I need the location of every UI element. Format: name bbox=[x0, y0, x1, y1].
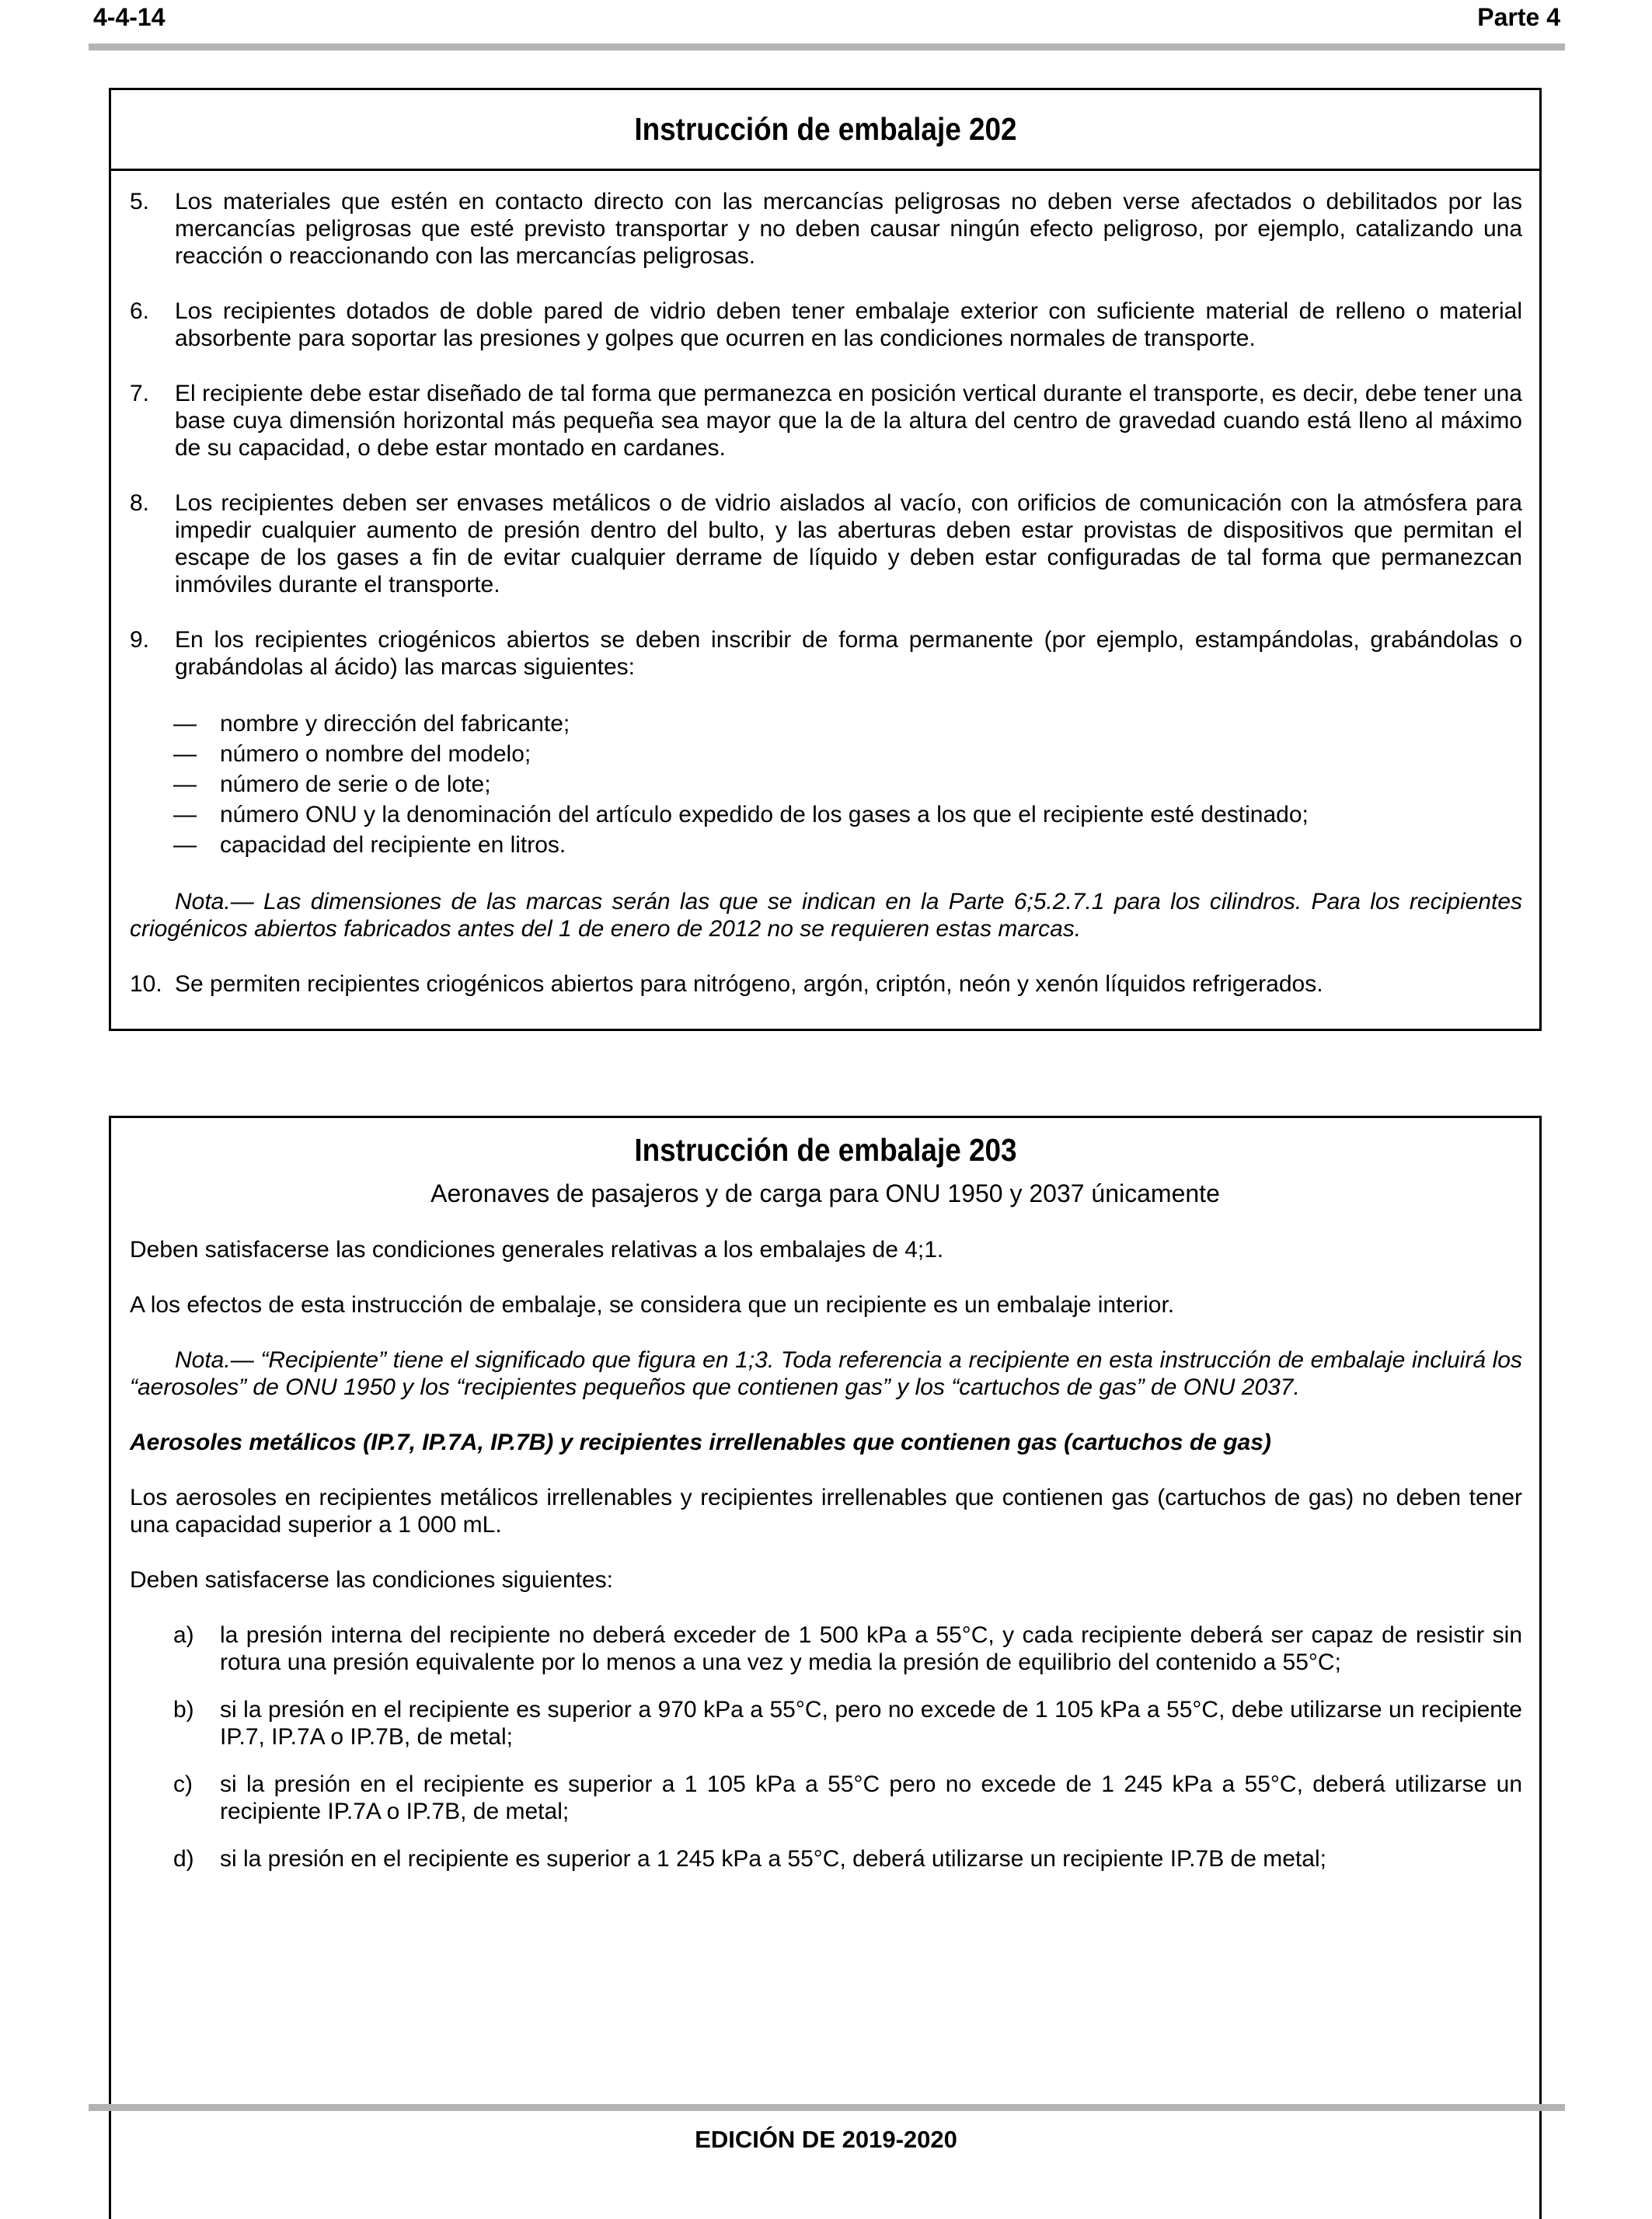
list-item-text: número de serie o de lote; bbox=[220, 772, 491, 797]
packing-instruction-202-box bbox=[109, 88, 1542, 1031]
list-item-text: número o nombre del modelo; bbox=[220, 741, 531, 767]
pi202-note: Nota.— Las dimensiones de las marcas serán las que se indican en la Parte 6;5.2.7.1 para los cilindros. Para los recipientes criogénicos abiertos fabricados antes del 1 de enero de 2012 no se requieren estas marcas. bbox=[130, 889, 1522, 942]
item-number: 7. bbox=[130, 381, 150, 406]
pi202-title: Instrucción de embalaje 202 bbox=[633, 111, 1017, 147]
pi203-paragraph: Los aerosoles en recipientes metálicos irrellenables y recipientes irrellenables que contienen gas (cartuchos de gas) no deben tener una capacidad superior a 1 000 mL. bbox=[130, 1485, 1522, 1538]
condition-label: a) bbox=[173, 1622, 194, 1648]
item-text: Se permiten recipientes criogénicos abiertos para nitrógeno, argón, criptón, neón y xenón líquidos refrigerados. bbox=[175, 971, 1323, 997]
pi202-item-6 bbox=[130, 298, 1522, 352]
pi203-paragraph: A los efectos de esta instrucción de embalaje, se considera que un recipiente es un embalaje interior. bbox=[130, 1292, 1175, 1318]
item-number: 5. bbox=[130, 189, 150, 214]
page-number: 4-4-14 bbox=[93, 3, 166, 31]
pi203-subtitle: Aeronaves de pasajeros y de carga para ONU 1950 y 2037 únicamente bbox=[430, 1179, 1220, 1207]
dash-bullet: — bbox=[173, 741, 197, 767]
pi202-item-9 bbox=[130, 626, 1522, 681]
item-number: 8. bbox=[130, 490, 150, 516]
list-item bbox=[173, 739, 1522, 769]
item-text: Los recipientes dotados de doble pared de vidrio deben tener embalaje exterior con suficiente material de relleno o material absorbente para soportar las presiones y golpes que ocurren en las condiciones normales de transporte. bbox=[175, 298, 1522, 351]
item-number: 9. bbox=[130, 627, 150, 653]
condition-item bbox=[173, 1696, 1522, 1750]
condition-text: la presión interna del recipiente no deberá exceder de 1 500 kPa a 55°C, y cada recipiente deberá ser capaz de resistir sin rotura una presión equivalente por lo menos a una vez y media la presión de equilibrio del contenido a 55°C; bbox=[220, 1622, 1522, 1675]
item-text: Los recipientes deben ser envases metálicos o de vidrio aislados al vacío, con orificios de comunicación con la atmósfera para impedir cualquier aumento de presión dentro del bulto, y las aberturas deben estar provistas de dispositivos que permitan el escape de los gases a fin de evitar cualquier derrame de líquido y deben estar configuradas de tal forma que permanezcan inmóviles durante el transporte. bbox=[175, 490, 1522, 597]
dash-bullet: — bbox=[173, 772, 197, 797]
list-item-text: nombre y dirección del fabricante; bbox=[220, 711, 570, 737]
pi203-paragraph: Deben satisfacerse las condiciones siguientes: bbox=[130, 1567, 614, 1593]
pi203-title: Instrucción de embalaje 203 bbox=[633, 1132, 1017, 1168]
edition-footer: EDICIÓN DE 2019-2020 bbox=[695, 2126, 957, 2153]
pi202-item-7 bbox=[130, 380, 1522, 462]
pi202-item-5 bbox=[130, 188, 1522, 270]
list-item bbox=[173, 830, 1522, 860]
dash-bullet: — bbox=[173, 711, 197, 737]
dash-bullet: — bbox=[173, 802, 197, 827]
pi202-title-row bbox=[111, 90, 1539, 171]
condition-text: si la presión en el recipiente es superior a 970 kPa a 55°C, pero no excede de 1 105 kPa a 55°C, debe utilizarse un recipiente IP.7, IP.7A o IP.7B, de metal; bbox=[220, 1697, 1522, 1750]
pi203-title-row bbox=[111, 1118, 1539, 1169]
condition-item bbox=[173, 1771, 1522, 1825]
condition-label: d) bbox=[173, 1846, 194, 1872]
packing-instruction-203-box bbox=[109, 1116, 1542, 2219]
pi203-paragraph: Deben satisfacerse las condiciones generales relativas a los embalajes de 4;1. bbox=[130, 1237, 944, 1263]
item-number: 10. bbox=[130, 971, 162, 997]
item-text: El recipiente debe estar diseñado de tal forma que permanezca en posición vertical durante el transporte, es decir, debe tener una base cuya dimensión horizontal más pequeña sea mayor que la de la altura del centro de gravedad cuando está lleno al máximo de su capacidad, o debe estar montado en cardanes. bbox=[175, 381, 1522, 461]
pi202-item-8 bbox=[130, 489, 1522, 598]
part-label: Parte 4 bbox=[1477, 3, 1560, 31]
list-item-text: capacidad del recipiente en litros. bbox=[220, 832, 566, 858]
marks-list bbox=[173, 709, 1522, 860]
footer-rule bbox=[89, 2104, 1565, 2111]
condition-item bbox=[173, 1622, 1522, 1676]
item-number: 6. bbox=[130, 298, 150, 324]
list-item bbox=[173, 799, 1522, 830]
pi202-item-10 bbox=[130, 970, 1522, 998]
condition-text: si la presión en el recipiente es superior a 1 105 kPa a 55°C pero no excede de 1 245 kPa a 55°C, deberá utilizarse un recipiente IP.7A o IP.7B, de metal; bbox=[220, 1771, 1522, 1824]
condition-item bbox=[173, 1845, 1522, 1872]
condition-label: c) bbox=[173, 1771, 193, 1797]
pi203-section-heading: Aerosoles metálicos (IP.7, IP.7A, IP.7B) y recipientes irrellenables que contienen gas (cartuchos de gas) bbox=[130, 1430, 1271, 1455]
condition-text: si la presión en el recipiente es superior a 1 245 kPa a 55°C, deberá utilizarse un recipiente IP.7B de metal; bbox=[220, 1846, 1326, 1872]
pi202-content bbox=[111, 171, 1539, 998]
header-rule bbox=[89, 44, 1565, 51]
dash-bullet: — bbox=[173, 832, 197, 858]
item-text: En los recipientes criogénicos abiertos se deben inscribir de forma permanente (por ejemplo, estampándolas, grabándolas o grabándolas al ácido) las marcas siguientes: bbox=[175, 627, 1522, 680]
list-item bbox=[173, 709, 1522, 739]
item-text: Los materiales que estén en contacto directo con las mercancías peligrosas no deben verse afectados o debilitados por las mercancías peligrosas que esté previsto transportar y no deben causar ningún efecto peligroso, por ejemplo, catalizando una reacción o reaccionando con las mercancías peligrosas. bbox=[175, 189, 1522, 269]
pi203-content bbox=[111, 1236, 1539, 1872]
condition-label: b) bbox=[173, 1697, 194, 1723]
list-item-text: número ONU y la denominación del artículo expedido de los gases a los que el recipiente esté destinado; bbox=[220, 802, 1309, 827]
list-item bbox=[173, 769, 1522, 799]
pi203-note: Nota.— “Recipiente” tiene el significado que figura en 1;3. Toda referencia a recipiente en esta instrucción de embalaje incluirá los “aerosoles” de ONU 1950 y los “recipientes pequeños que contienen gas” y los “cartuchos de gas” de ONU 2037. bbox=[130, 1347, 1522, 1400]
